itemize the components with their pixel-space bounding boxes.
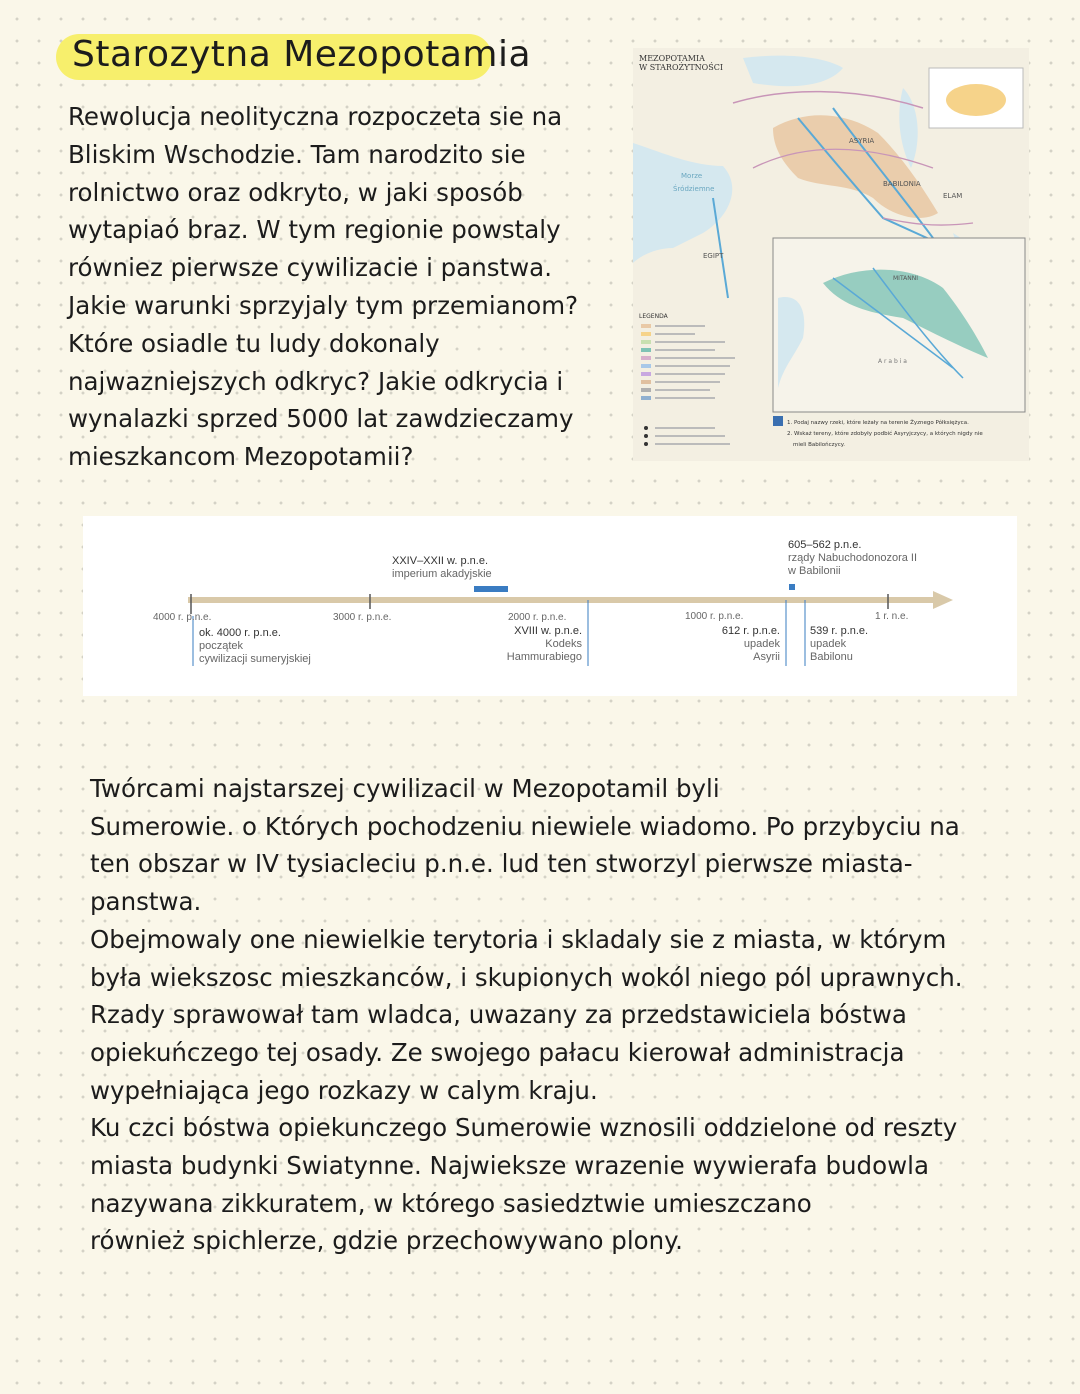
akkad-period-marker xyxy=(474,586,508,592)
label-arabia: A r a b i a xyxy=(878,358,907,365)
label-morze-1: Morze xyxy=(681,172,703,180)
body-line: panstwa. xyxy=(90,887,202,917)
akkad-date: XXIV–XXII w. p.n.e. xyxy=(392,555,488,567)
hammurabi-line1: Kodeks xyxy=(545,638,582,650)
assyria-date: 612 r. p.n.e. xyxy=(721,625,780,637)
intro-line: wytapiaó braz. W tym regionie powstaly xyxy=(68,215,561,245)
sumer-line1: początek xyxy=(199,640,244,652)
body-line: miasta budynki Swiatynne. Najwieksze wrazenie wywierafa budowla xyxy=(90,1151,929,1181)
label-babilonia: BABILONIA xyxy=(883,180,921,188)
page-title: Starozytna Mezopotamia xyxy=(72,34,532,75)
map-question-1: 1. Podaj nazwy rzeki, które leżały na terenie Żyznego Półksiężyca. xyxy=(787,420,969,426)
body-line: opiekuńczego tej osady. Ze swojego pałacu kierował administracja xyxy=(90,1037,905,1067)
tick-label: 1 r. n.e. xyxy=(875,611,909,622)
babylon-date: 539 r. p.n.e. xyxy=(810,625,869,637)
legend-title: LEGENDA xyxy=(639,313,668,320)
body-line: wypełniająca jego rozkazy w calym kraju. xyxy=(90,1075,598,1105)
timeline-arrow xyxy=(188,591,953,609)
intro-line: mieszkancom Mezopotamii? xyxy=(68,442,414,472)
intro-line: rolnictwo oraz odkryto, w jaki sposób xyxy=(68,177,523,207)
nebuchadnezzar-desc-2: w Babilonii xyxy=(788,565,841,577)
intro-line: Jakie warunki sprzyjaly tym przemianom? xyxy=(68,290,579,320)
babylon-line1: upadek xyxy=(810,638,847,650)
assyria-line2: Asyrii xyxy=(753,651,780,663)
hammurabi-line2: Hammurabiego xyxy=(506,651,582,663)
timeline-panel xyxy=(83,516,1017,696)
label-asyria: ASYRIA xyxy=(849,137,875,145)
label-egipt: EGIPT xyxy=(703,252,724,260)
sumer-line2: cywilizacji sumeryjskiej xyxy=(199,653,311,665)
intro-line: Bliskim Wschodzie. Tam narodzito sie xyxy=(68,139,526,169)
title-block xyxy=(56,28,531,82)
akkad-desc: imperium akadyjskie xyxy=(392,568,492,580)
timeline-svg xyxy=(83,516,1017,696)
inset-map xyxy=(773,238,1025,412)
map-question-2: 2. Wskaż tereny, które zdobyły podbić Asyryjczycy, a których nigdy nie xyxy=(787,431,983,437)
tick-label: 3000 r. p.n.e. xyxy=(333,612,392,623)
assyria-line1: upadek xyxy=(743,638,780,650)
tick-label: 1000 r. p.n.e. xyxy=(685,611,744,622)
intro-line: równiez pierwsze cywilizacie i panstwa. xyxy=(68,253,552,283)
map-title-1: MEZOPOTAMIA xyxy=(639,54,705,63)
body-line: Rzady sprawował tam wladca, uwazany za przedstawiciela bóstwa xyxy=(90,1000,907,1030)
hammurabi-date: XVIII w. p.n.e. xyxy=(514,625,582,637)
label-elam: ELAM xyxy=(943,192,963,200)
tick-label: 2000 r. p.n.e. xyxy=(508,612,567,623)
intro-line: Które osiadle tu ludy dokonaly xyxy=(68,328,440,358)
body-line: Twórcami najstarszej cywilizacil w Mezopotamil byli xyxy=(90,774,720,803)
label-mitanni: MITANNI xyxy=(893,275,918,282)
map-title-2: W STAROŻYTNOŚCI xyxy=(639,63,723,72)
intro-line: wynalazki sprzed 5000 lat zawdzieczamy xyxy=(68,404,574,434)
body-line: była wiekszosc mieszkanców, i skupionych wokól niego pól uprawnych. xyxy=(90,962,963,992)
nebuchadnezzar-marker xyxy=(789,584,795,590)
nebuchadnezzar-date: 605–562 p.n.e. xyxy=(788,539,862,551)
intro-paragraph xyxy=(68,98,608,476)
tick-label: 4000 r. p.n.e. xyxy=(153,612,212,623)
body-line: również spichlerze, gdzie przechowywano plony. xyxy=(90,1226,683,1256)
body-line: ten obszar w IV tysiacleciu p.n.e. lud ten stworzyl pierwsze miasta- xyxy=(90,849,913,879)
mesopotamia-map xyxy=(633,48,1029,461)
map-svg xyxy=(633,48,1029,461)
body-line: nazywana zikkuratem, w którego sasiedztwie umieszczano xyxy=(90,1188,812,1218)
body-line: Sumerowie. o Których pochodzeniu niewiele wiadomo. Po przybyciu na xyxy=(90,811,960,841)
body-paragraph xyxy=(90,770,963,1260)
label-morze-2: Śródziemne xyxy=(673,185,715,193)
intro-line: Rewolucja neolityczna rozpoczeta sie na xyxy=(68,102,563,131)
sumer-date: ok. 4000 r. p.n.e. xyxy=(199,627,281,639)
map-question-3: mieli Babilończycy. xyxy=(793,442,846,448)
body-line: Obejmowaly one niewielkie terytoria i skladaly sie z miasta, w którym xyxy=(90,924,947,954)
babylon-line2: Babilonu xyxy=(810,651,853,663)
intro-line: najwazniejszych odkryc? Jakie odkrycia i xyxy=(68,366,564,396)
body-line: Ku czci bóstwa opiekunczego Sumerowie wznosili oddzielone od reszty xyxy=(90,1113,958,1143)
nebuchadnezzar-desc-1: rządy Nabuchodonozora II xyxy=(788,552,918,564)
